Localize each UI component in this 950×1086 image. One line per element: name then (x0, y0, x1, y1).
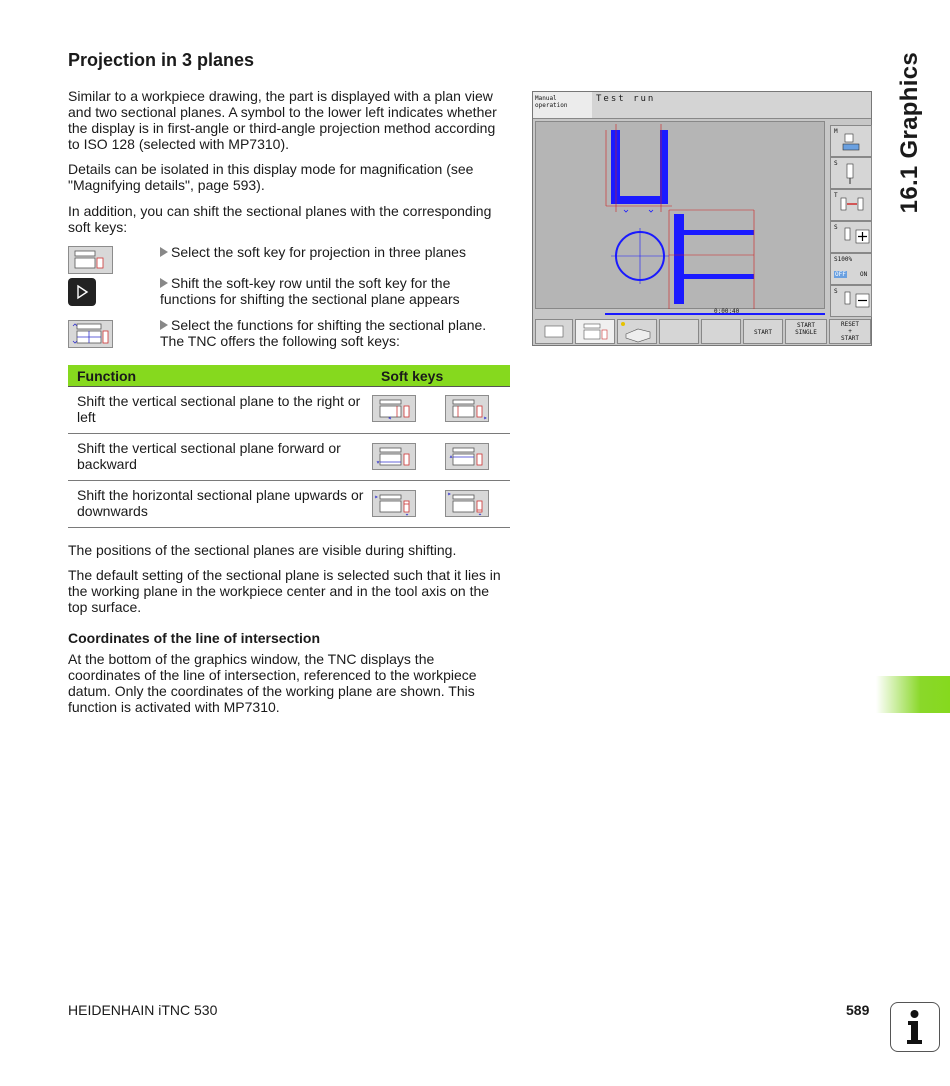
softkey-empty-1[interactable] (659, 319, 699, 344)
softkey-3d-view[interactable] (617, 319, 657, 344)
shift-vertical-forward-softkey-icon (372, 443, 416, 470)
softkey-s1[interactable] (830, 157, 872, 189)
table-row (68, 434, 510, 481)
softkey-on-label: ON (860, 271, 868, 278)
softkey-s-minus[interactable] (830, 285, 872, 317)
screen-title-bar (592, 92, 871, 119)
softkey-s2-label: S (834, 224, 838, 231)
tnc-screenshot (532, 91, 872, 346)
vertical-softkey-bar (828, 121, 871, 317)
step-2 (160, 275, 510, 307)
reset-label-1: RESET (840, 321, 860, 328)
screen-title: Test run (596, 94, 656, 104)
softkey-reset-start[interactable] (829, 319, 871, 344)
shift-paragraph: In addition, you can shift the sectional planes with the corresponding soft keys: (68, 203, 492, 235)
function-cell: Shift the vertical sectional plane to the right or left (68, 387, 372, 434)
step-bullet-icon (160, 278, 168, 288)
softkey-t[interactable] (830, 189, 872, 221)
page-heading: Projection in 3 planes (68, 50, 255, 70)
softkey-start-single[interactable] (785, 319, 827, 344)
softkey-t-label: T (834, 192, 838, 199)
info-icon (890, 1002, 940, 1052)
softkey-m[interactable] (830, 125, 872, 157)
table-row (68, 387, 510, 434)
softkey-m-label: M (834, 128, 838, 135)
softkey-off-label: OFF (835, 271, 846, 278)
table-row (68, 481, 510, 528)
softkey-three-planes[interactable] (575, 319, 615, 344)
softkey-empty-2[interactable] (701, 319, 741, 344)
header-softkeys: Soft keys (372, 365, 510, 387)
softkey-start[interactable]: START (743, 319, 783, 344)
softkey-s3-label: S (834, 288, 838, 295)
footer-product: HEIDENHAIN iTNC 530 (68, 1002, 218, 1018)
chapter-side-title: 16.1 Graphics (896, 52, 923, 214)
start-single-label-1: START (796, 322, 816, 329)
three-plane-projection-graphic (536, 122, 826, 310)
softkey-s-plus[interactable] (830, 221, 872, 253)
default-paragraph: The default setting of the sectional plane is selected such that it lies in the working plane in the workpiece center and in the tool axis on the top surface. (68, 567, 501, 615)
step-bullet-icon (160, 320, 168, 330)
header-function: Function (68, 365, 372, 387)
intro-paragraph: Similar to a workpiece drawing, the part is displayed with a plan view and two sectional planes. A symbol to the lower left indicates whether the display is in first-angle or third-angle projection method according to ISO 128 (selected with MP7310). (68, 88, 497, 152)
function-cell: Shift the vertical sectional plane forward or backward (68, 434, 372, 481)
reset-label-3: START (840, 335, 860, 342)
shift-horizontal-up-softkey-icon (445, 490, 489, 517)
start-single-label-2: SINGLE (795, 329, 817, 336)
shift-plane-functions-softkey-icon (68, 320, 113, 348)
page-number: 589 (846, 1002, 870, 1018)
positions-paragraph: The positions of the sectional planes are visible during shifting. (68, 542, 457, 558)
function-cell: Shift the horizontal sectional plane upwards or downwards (68, 481, 372, 528)
step-1 (160, 244, 510, 260)
softkey-s1-label: S (834, 160, 838, 167)
step-2-text: Shift the soft-key row until the soft key for the functions for shifting the sectional plane appears (160, 275, 460, 307)
shift-vertical-right-softkey-icon (445, 395, 489, 422)
shift-vertical-backward-softkey-icon (445, 443, 489, 470)
reset-label-2: + (848, 328, 852, 335)
shift-horizontal-down-softkey-icon (372, 490, 416, 517)
mode-label: Manual operation (535, 95, 568, 109)
softkey-s100-label: S100% (834, 256, 853, 263)
step-3-text: Select the functions for shifting the sectional plane. The TNC offers the following soft keys: (160, 317, 487, 349)
subheading: Coordinates of the line of intersection (68, 630, 321, 646)
softkey-function-table (68, 365, 510, 528)
run-time: 0:00:40 (714, 308, 740, 315)
status-line (535, 309, 825, 317)
chapter-tab-marker (876, 676, 950, 713)
graphics-window (535, 121, 825, 309)
next-softkey-row-key-icon (68, 278, 96, 306)
step-3 (160, 317, 510, 349)
horizontal-softkey-bar (533, 319, 871, 345)
softkey-plan-view[interactable] (535, 319, 573, 344)
step-bullet-icon (160, 247, 168, 257)
three-planes-softkey-icon (68, 246, 113, 274)
details-paragraph: Details can be isolated in this display mode for magnification (see "Magnifying details", page 593). (68, 161, 474, 193)
coordinates-paragraph: At the bottom of the graphics window, the TNC displays the coordinates of the line of intersection, referenced to the workpiece datum. Only the coordinates of the working plane are shown. This function is activated with MP7310. (68, 651, 477, 715)
mode-label-box (533, 92, 593, 119)
step-1-text: Select the soft key for projection in three planes (171, 244, 466, 260)
shift-vertical-left-softkey-icon (372, 395, 416, 422)
softkey-s100[interactable] (830, 253, 872, 285)
